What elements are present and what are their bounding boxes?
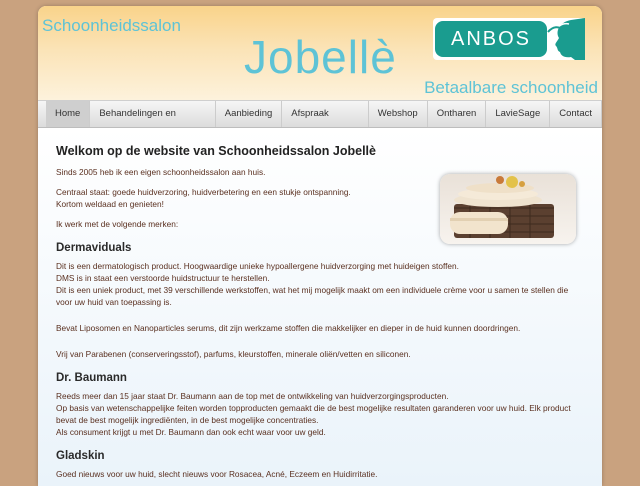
brand-heading-dermaviduals: Dermaviduals <box>56 242 132 254</box>
site-header <box>38 6 602 100</box>
nav-item-laviesage[interactable]: LavieSage <box>486 101 550 127</box>
nav-item-ontharen[interactable]: Ontharen <box>428 101 487 127</box>
dermaviduals-line-2: DMS is in staat een verstoorde huidstructuur te herstellen. <box>56 273 270 283</box>
intro-line-b: Kortom weldaad en genieten! <box>56 199 164 209</box>
dr-baumann-line-1: Reeds meer dan 15 jaar staat Dr. Baumann aan de top met de ontwikkeling van huidverzorgingsproducten. <box>56 391 449 401</box>
dermaviduals-extra-2: Vrij van Parabenen (conserveringsstof), parfums, kleurstoffen, minerale oliën/vetten en siliconen. <box>56 349 411 359</box>
salon-label: Schoonheidssalon <box>42 16 181 35</box>
nav-item-webshop[interactable]: Webshop <box>369 101 428 127</box>
dr-baumann-description <box>56 390 576 438</box>
anbos-logo[interactable] <box>433 18 585 60</box>
page-title: Welkom op de website van Schoonheidssalon Jobellè <box>56 144 376 158</box>
nav-item-contact[interactable]: Contact <box>550 101 602 127</box>
anbos-logo-badge <box>435 21 547 57</box>
dr-baumann-line-3: Als consument krijgt u met Dr. Baumann dan ook echt waar voor uw geld. <box>56 427 326 437</box>
dermaviduals-line-3: Dit is een uniek product, met 39 verschillende werkstoffen, wat het mij mogelijk maakt om een individuele crème voor u samen te stellen die voor uw huid van toepassing is. <box>56 285 569 307</box>
dr-baumann-line-2: Op basis van wetenschappelijke feiten worden topproducten gemaakt die de best mogelijke resultaten garanderen voor uw huid. Elk product bevat de best mogelijk ingrediënten, in de best mogelijke concentraties. <box>56 403 571 425</box>
nav-item-behandelingen[interactable]: Behandelingen en <box>90 101 215 127</box>
intro-line-a: Centraal staat: goede huidverzoring, huidverbetering en een stukje ontspanning. <box>56 187 351 197</box>
nav-item-aanbieding[interactable]: Aanbieding <box>216 101 283 127</box>
dermaviduals-line-1: Dit is een dermatologisch product. Hoogwaardige unieke hypoallergene huidverzorging met huideigen stoffen. <box>56 261 459 271</box>
dermaviduals-description <box>56 260 576 308</box>
nav-item-afspraak[interactable]: Afspraak <box>282 101 368 127</box>
intro-paragraph-3: Ik werk met de volgende merken: <box>56 219 179 229</box>
main-navigation <box>38 100 602 128</box>
brand-heading-dr-baumann: Dr. Baumann <box>56 372 127 384</box>
brand-heading-gladskin: Gladskin <box>56 450 105 462</box>
nav-item-home[interactable]: Home <box>46 101 90 127</box>
face-profile-icon <box>545 18 585 60</box>
page-container <box>38 6 602 486</box>
intro-paragraph-2 <box>56 186 576 210</box>
dermaviduals-extra-1: Bevat Liposomen en Nanoparticles serums, dit zijn werkzame stoffen die makkelijker en dieper in de huid kunnen doordringen. <box>56 323 521 333</box>
main-content <box>38 128 602 486</box>
gladskin-description: Goed nieuws voor uw huid, slecht nieuws voor Rosacea, Acné, Eczeem en Huidirritatie. <box>56 469 378 479</box>
anbos-logo-text: ANBOS <box>450 28 532 50</box>
site-tagline: Betaalbare schoonheid <box>424 78 598 97</box>
site-brand-title[interactable]: Jobellè <box>244 31 397 83</box>
intro-paragraph-1: Sinds 2005 heb ik een eigen schoonheidssalon aan huis. <box>56 167 266 177</box>
content-column <box>56 144 576 486</box>
